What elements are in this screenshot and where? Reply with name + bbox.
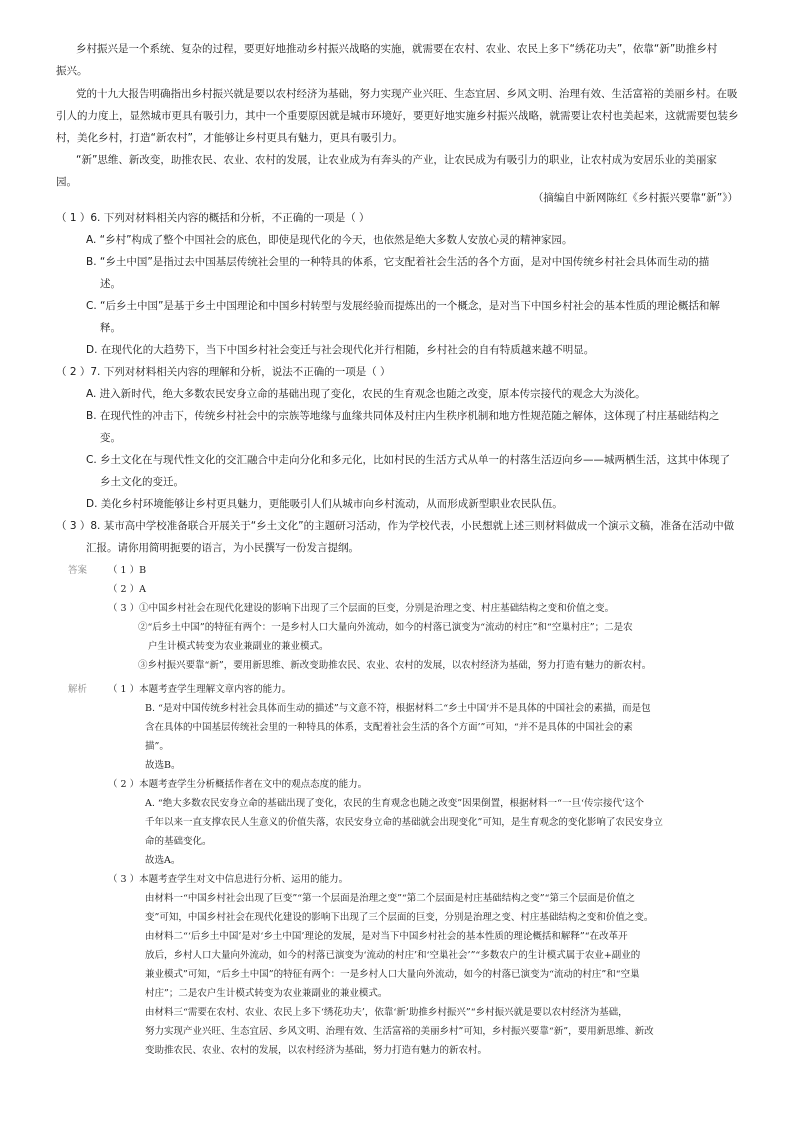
answer-3-item3: ③乡村振兴要靠“新”，要用新思维、新改变助推农民、农业、农村的发展，以农村经济为基础，努力打造有魅力的新农村。	[138, 660, 652, 671]
analysis-3-heading: （ 3 ）本题考查学生对文中信息进行分析、运用的能力。	[108, 874, 349, 885]
passage-p2-line3: 村，美化乡村，打造“新农村”，才能够让乡村更具有魅力，更具有吸引力。	[56, 132, 403, 144]
passage-p3-line1: “新”思维、新改变，助推农民、农业、农村的发展，让农业成为有奔头的产业，让农民成为有吸引力的职业，让农村成为安居乐业的美丽家	[76, 154, 717, 166]
analysis-3-line9: 变助推农民、农业、农村的发展，以农村经济为基础，努力打造有魅力的新农村。	[145, 1045, 488, 1056]
analysis-2-conclusion: 故选A。	[145, 855, 181, 866]
question-2-option-b: B. 在现代性的冲击下，传统乡村社会中的宗族等地缘与血缘共同体及村庄内生秩序机制和地方性规范随之解体，这体现了村庄基础结构之	[86, 410, 720, 422]
passage-p3-line2: 园。	[56, 176, 77, 188]
analysis-1-line2: 含在具体的中国基层传统社会里的一种特具的体系，支配着社会生活的各个方面’”可知，“并不是具体的中国社会的素	[145, 722, 633, 733]
question-1-option-a: A. “乡村”构成了整个中国社会的底色，即使是现代化的今天，也依然是绝大多数人安放心灵的精神家园。	[86, 234, 573, 246]
passage-p1-line2: 振兴。	[56, 65, 88, 77]
answer-1: （ 1 ）B	[108, 565, 147, 576]
question-2-stem: （ 2 ）7. 下列对材料相关内容的理解和分析，说法不正确的一项是（ ）	[56, 366, 391, 378]
answer-3-item2-cont: 户生计模式转变为农业兼副业的兼业模式。	[148, 641, 329, 652]
answer-2: （ 2 ）A	[108, 584, 146, 595]
question-1-option-c-cont: 释。	[100, 322, 121, 334]
analysis-1-heading: （ 1 ）本题考查学生理解文章内容的能力。	[108, 684, 292, 695]
analysis-2-line2: 千年以来一直支撑农民人生意义的价值失落，农民安身立命的基础就会出现变化”可知，是生育观念的变化影响了农民安身立	[145, 817, 663, 828]
passage-p2-line1: 党的十九大报告明确指出乡村振兴就是要以农村经济为基础，努力实现产业兴旺、生态宜居、乡风文明、治理有效、生活富裕的美丽乡村。在吸	[76, 88, 738, 100]
analysis-3-line1: 由材料一“中国乡村社会出现了巨变”“第一个层面是治理之变”“第二个层面是村庄基础结构之变”“第三个层面是价值之	[145, 893, 635, 904]
question-1-option-b-cont: 述。	[100, 278, 121, 290]
analysis-3-line4: 放后，乡村人口大量向外流动，如今的村落已演变为‘流动的村庄’和‘空巢社会’”“多数农户的生计模式属于农业+副业的	[145, 950, 641, 961]
analysis-2-heading: （ 2 ）本题考查学生分析概括作者在文中的观点态度的能力。	[108, 779, 368, 790]
answer-label: 答案	[68, 565, 88, 576]
question-1-stem: （ 1 ）6. 下列对材料相关内容的概括和分析，不正确的一项是（ ）	[56, 212, 370, 224]
passage-p1-line1: 乡村振兴是一个系统、复杂的过程，要更好地推动乡村振兴战略的实施，就需要在农村、农业、农民上多下“绣花功夫”，依靠“新”助推乡村	[76, 43, 718, 55]
question-3-stem-cont: 汇报。请你用简明扼要的语言，为小民撰写一份发言提纲。	[86, 542, 359, 554]
analysis-1-line1: B. “是对中国传统乡村社会具体而生动的描述”与文意不符，根据材料二“乡土中国‘并不是具体的中国社会的素描，而是包	[145, 703, 651, 714]
analysis-3-line5: 兼业模式”可知，“后乡土中国”的特征有两个：一是乡村人口大量向外流动，如今的村落已演变为“流动的村庄”和“空巢	[145, 969, 640, 980]
question-2-option-c: C. 乡土文化在与现代性文化的交汇融合中走向分化和多元化，比如村民的生活方式从单一的村落生活迈向乡——城两栖生活，这其中体现了	[86, 454, 731, 466]
question-1-option-b: B. “乡土中国”是指过去中国基层传统社会里的一种特具的体系，它支配着社会生活的各个方面，是对中国传统乡村社会具体而生动的描	[86, 256, 710, 268]
question-2-option-b-cont: 变。	[100, 432, 121, 444]
analysis-3-line7: 由材料三“需要在农村、农业、农民上多下‘绣花功夫’，依靠‘新’助推乡村振兴”“乡村振兴就是要以农村经济为基础，	[145, 1007, 628, 1018]
question-1-option-d: D. 在现代化的大趋势下，当下中国乡村社会变迁与社会现代化并行相随，乡村社会的自有特质越来越不明显。	[86, 344, 595, 356]
analysis-3-line3: 由材料二“‘后乡土中国’是对‘乡土中国’理论的发展，是对当下中国乡村社会的基本性质的理论概括和解释”“在改革开	[145, 931, 628, 942]
analysis-2-line3: 命的基础变化。	[145, 836, 212, 847]
question-2-option-d: D. 美化乡村环境能够让乡村更具魅力，更能吸引人们从城市向乡村流动，从而形成新型职业农民队伍。	[86, 498, 563, 510]
question-2-option-a: A. 进入新时代，绝大多数农民安身立命的基础出现了变化，农民的生育观念也随之改变，原本传宗接代的观念大为淡化。	[86, 388, 646, 400]
answer-3-item2: ②“后乡土中国”的特征有两个：一是乡村人口大量向外流动，如今的村落已演变为“流动的村庄”和“空巢村庄”；二是农	[138, 622, 633, 633]
analysis-label: 解析	[68, 684, 88, 695]
question-2-option-c-cont: 乡土文化的变迁。	[100, 476, 184, 488]
analysis-3-line8: 努力实现产业兴旺、生态宜居、乡风文明、治理有效、生活富裕的美丽乡村”可知，乡村振兴要靠“新”，要用新思维、新改	[145, 1026, 654, 1037]
question-1-option-c: C. “后乡土中国”是基于乡土中国理论和中国乡村转型与发展经验而提炼出的一个概念，是对当下中国乡村社会的基本性质的理论概括和解	[86, 300, 720, 312]
answer-3-item1: （ 3 ）①中国乡村社会在现代化建设的影响下出现了三个层面的巨变，分别是治理之变、村庄基础结构之变和价值之变。	[108, 603, 615, 614]
analysis-3-line2: 变”可知，中国乡村社会在现代化建设的影响下出现了三个层面的巨变，分别是治理之变、村庄基础结构之变和价值之变。	[145, 912, 654, 923]
question-3-stem: （ 3 ）8. 某市高中学校准备联合开展关于“乡土文化”的主题研习活动，作为学校代表，小民想就上述三则材料做成一个演示文稿，准备在活动中做	[56, 520, 735, 532]
analysis-2-line1: A. “绝大多数农民安身立命的基础出现了变化，农民的生育观念也随之改变”因果倒置，根据材料一“一旦‘传宗接代’这个	[145, 798, 645, 809]
passage-source: （摘编自中新网陈红《乡村振兴要靠“新”》）	[532, 192, 738, 204]
analysis-1-line3: 描”。	[145, 741, 169, 752]
analysis-1-conclusion: 故选B。	[145, 760, 181, 771]
passage-p2-line2: 引人的力度上，显然城市更具有吸引力，其中一个重要原因就是城市环境好，要更好地实施乡村振兴战略，就需要让农村也美起来，这就需要包装乡	[56, 110, 739, 122]
analysis-3-line6: 村庄”；二是农户生计模式转变为农业兼副业的兼业模式。	[145, 988, 388, 999]
